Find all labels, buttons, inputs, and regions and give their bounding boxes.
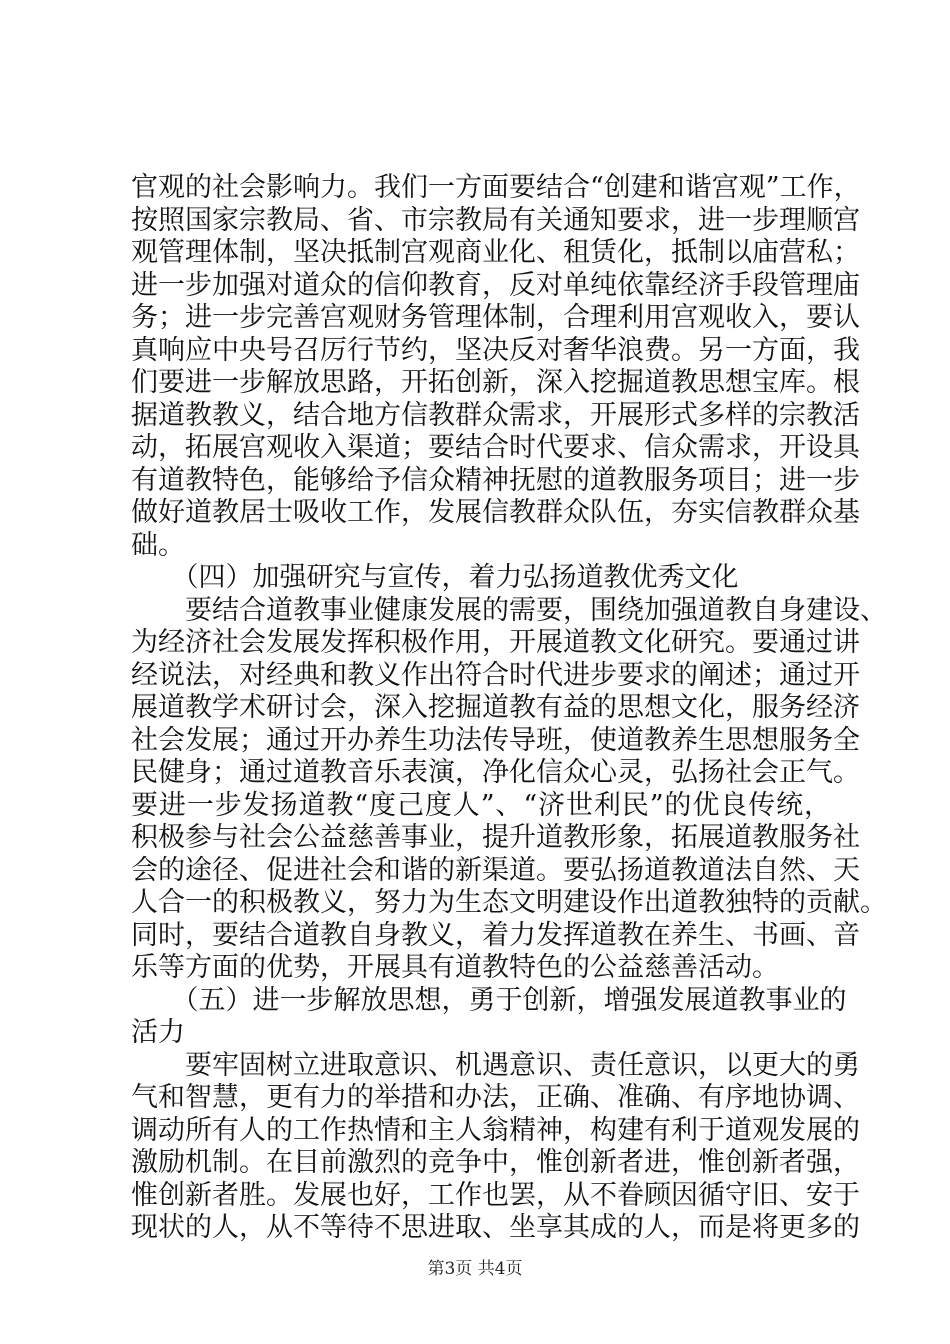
text-line: 气和智慧，更有力的举措和办法，正确、准确、有序地协调、 [131, 1082, 860, 1113]
text-line: 做好道教居士吸收工作，发展信教群众队伍，夯实信教群众基 [131, 497, 860, 528]
text-line: 进一步加强对道众的信仰教育，反对单纯依靠经济手段管理庙 [131, 269, 860, 301]
text-line: 乐等方面的优势，开展具有道教特色的公益慈善活动。 [131, 952, 779, 983]
text-line: 按照国家宗教局、省、市宗教局有关通知要求，进一步理顺宫 [131, 204, 860, 236]
text-line: 活力 [131, 1017, 185, 1048]
text-line: 础。 [131, 529, 185, 561]
text-line: 人合一的积极教义，努力为生态文明建设作出道教独特的贡献。 [131, 887, 887, 918]
text-line: 同时，要结合道教自身教义，着力发挥道教在养生、书画、音 [131, 919, 860, 951]
text-line: 积极参与社会公益慈善事业，提升道教形象，拓展道教服务社 [131, 822, 860, 853]
text-line: 观管理体制，坚决抵制宫观商业化、租赁化，抵制以庙营私； [131, 237, 860, 268]
text-line: 社会发展；通过开办养生功法传导班，使道教养生思想服务全 [131, 724, 860, 756]
text-line: 展道教学术研讨会，深入挖掘道教有益的思想文化，服务经济 [131, 692, 860, 723]
text-line: 有道教特色，能够给予信众精神抚慰的道教服务项目；进一步 [131, 464, 860, 496]
text-line: 调动所有人的工作热情和主人翁精神，构建有利于道观发展的 [131, 1114, 860, 1146]
text-line: 现状的人，从不等待不思进取、坐享其成的人，而是将更多的 [131, 1212, 860, 1243]
text-line: 民健身；通过道教音乐表演，净化信众心灵，弘扬社会正气。 [131, 757, 860, 788]
text-line: 会的途径、促进社会和谐的新渠道。要弘扬道教道法自然、天 [131, 854, 860, 886]
page-footer: 第3页 共4页 [427, 1259, 523, 1279]
text-line: 要进一步发扬道教“度己度人”、“济世利民”的优良传统， [131, 789, 831, 821]
text-line: 要结合道教事业健康发展的需要，围绕加强道教自身建设、 [131, 594, 887, 626]
text-line: （五）进一步解放思想，勇于创新，增强发展道教事业的 [131, 984, 847, 1016]
text-line: 据道教教义，结合地方信教群众需求，开展形式多样的宗教活 [131, 399, 860, 431]
text-line: 经说法，对经典和教义作出符合时代进步要求的阐述；通过开 [131, 659, 860, 691]
text-line: 动，拓展宫观收入渠道；要结合时代要求、信众需求，开设具 [131, 432, 860, 463]
text-line: 为经济社会发展发挥积极作用，开展道教文化研究。要通过讲 [131, 627, 860, 658]
body-text [131, 172, 887, 1245]
text-line: 惟创新者胜。发展也好，工作也罢，从不眷顾因循守旧、安于 [131, 1179, 860, 1211]
text-line: 真响应中央号召厉行节约，坚决反对奢华浪费。另一方面，我 [131, 334, 860, 366]
text-line: 要牢固树立进取意识、机遇意识、责任意识，以更大的勇 [131, 1049, 860, 1081]
text-line: 激励机制。在目前激烈的竞争中，惟创新者进，惟创新者强， [131, 1147, 860, 1178]
text-line: 务；进一步完善宫观财务管理体制，合理利用宫观收入，要认 [131, 302, 860, 333]
text-line: （四）加强研究与宣传，着力弘扬道教优秀文化 [131, 562, 739, 593]
text-line: 官观的社会影响力。我们一方面要结合“创建和谐宫观”工作， [131, 172, 861, 203]
text-line: 们要进一步解放思路，开拓创新，深入挖掘道教思想宝库。根 [131, 367, 860, 398]
